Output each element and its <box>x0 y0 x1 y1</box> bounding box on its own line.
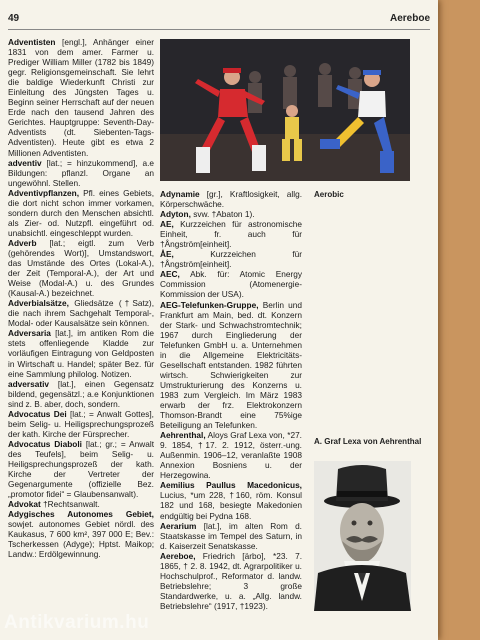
entry-headword: Adverb <box>8 237 37 248</box>
entry-headword: AEG-Telefunken-Gruppe, <box>160 299 259 310</box>
entry-headword: Aereboe, <box>160 550 196 561</box>
entry-headword: Adventisten <box>8 37 56 47</box>
aerobic-photo <box>160 39 410 181</box>
dictionary-entry <box>160 521 302 551</box>
dictionary-entry <box>160 219 302 249</box>
watermark-logo: Antikvarium.hu <box>4 612 150 633</box>
dictionary-entry <box>160 209 302 219</box>
dictionary-entry <box>8 509 154 559</box>
dictionary-entry <box>160 300 302 431</box>
dictionary-entry <box>8 409 154 439</box>
entry-headword: Advokat <box>8 499 41 510</box>
entry-definition: [engl.], Anhänger einer 1831 von dem amer. Farmer u. Prediger William Miller (1782 bis 1849) gegr. Religionsgemeinschaft. Sie lehrt die baldige Wiederkunft Christi zur Einleitung des Jüngsten Tages u. Beginn seiner Herrschaft auf der neuen Erde nach den tausend Jahren des Gerichtes. Hauptgruppe: Seventh-Day-Adventists (dt. Siebenten-Tags-Adventisten). Heute gibt es etwa 2 Millionen Adventisten. <box>8 37 154 158</box>
aehrenthal-portrait <box>314 461 411 611</box>
entry-headword: Aemilius Paullus Macedonicus, <box>160 480 302 491</box>
entry-definition: Gliedsätze (†Satz), die nach ihrem Sachgehalt Temporal-, Modal- oder Kausalsätze sein können. <box>8 298 154 329</box>
entry-definition: Kurzzeichen für astronomische Einheit, fr. auch für †Ångström[einheit]. <box>160 219 302 250</box>
entry-definition: [lat.], im antiken Rom die stets offenliegende Kladde zur vorläufigen Eintragung von Geldposten in Wirtschaft u. Handel; später Bez. für eine Sammlung philolog. Notizen. <box>8 328 154 379</box>
entry-headword: AE, <box>160 219 174 230</box>
entry-headword: Advocatus Dei <box>8 408 67 419</box>
page-number: 49 <box>8 13 20 24</box>
entry-definition: Lucius, *um 228, †160, röm. Konsul 182 und 168, besiegte Makedonien endgültig bei Pydna 168. <box>160 490 302 521</box>
running-head: Aereboe <box>389 13 430 24</box>
entry-definition: †Rechtsanwalt. <box>40 499 100 510</box>
entry-definition: [lat.; gr.; = Anwalt des Teufels], beim Selig- u. Heiligsprechungsprozeß der kath. Kirche der Vertreter der Gegenargumente (offizielle Bez. „promotor fidei“ = Glaubensanwalt). <box>8 438 154 500</box>
header-rule <box>8 29 430 30</box>
entry-headword: Aehrenthal, <box>160 430 206 441</box>
entry-headword: Adverbialsätze, <box>8 298 69 309</box>
entry-definition: svw. †Abaton 1). <box>190 209 255 220</box>
entry-definition: Kurzzeichen für †Ångström[einheit]. <box>160 249 302 270</box>
entry-headword: AEC, <box>160 269 180 280</box>
entry-definition: sowjet. autonomes Gebiet nördl. des Kaukasus, 7 600 km², 397 000 E; Bev.: Tscherkessen (Adyge); Hptst. Maikop; Landw.: Erdölgewinnung. <box>8 519 154 560</box>
entry-headword: Adventivpflanzen, <box>8 187 79 198</box>
entry-definition: Friedrich [ärbo], *23. 7. 1865, † 2. 8. 1942, dt. Agrarpolitiker u. Hochschulprof., Reformator d. landw. Betriebslehre; 3 große Standardwerke, u. a. „Allg. landw. Betriebslehre“ (1917, †1923). <box>160 550 302 611</box>
dictionary-entry <box>8 298 154 328</box>
dictionary-entry <box>8 238 154 298</box>
entry-headword: Adygisches Autonomes Gebiet, <box>8 509 154 520</box>
entry-headword: Adynamie <box>160 189 200 199</box>
dictionary-entry <box>8 158 154 188</box>
dictionary-entry <box>160 189 302 209</box>
entry-definition: [lat.], im alten Rom d. Staatskasse im Tempel des Saturn, in d. Kaiserzeit Senatskasse. <box>160 520 302 551</box>
entry-headword: Advocatus Diaboli <box>8 438 82 449</box>
aerobic-caption: Aerobic <box>314 190 344 199</box>
entry-headword: adventiv <box>8 157 42 168</box>
entry-headword: Adversaria <box>8 328 51 339</box>
entry-definition: [gr.], Kraftlosigkeit, allg. Körperschwäche. <box>160 189 302 210</box>
entry-headword: adversativ <box>8 378 50 389</box>
text-column-1 <box>8 37 154 637</box>
entry-definition: [lat.; = hinzukommend], a.e Bildungen: pflanzl. Organe an ungewöhnl. Stellen. <box>8 157 154 188</box>
entry-definition: Abk. für: Atomic Energy Commission (Atomenergie-Kommission der USA). <box>160 269 302 300</box>
dictionary-entry <box>160 249 302 269</box>
dictionary-entry <box>160 480 302 520</box>
entry-definition: Pfl. eines Gebiets, die dort nicht schon immer vorkamen, sondern durch den Menschen absichtl. als Zier- od. Nutzpfl. eingeführt od. unabsichtl. eingeschleppt wurden. <box>8 187 154 238</box>
dictionary-entry <box>160 430 302 480</box>
dictionary-entry <box>8 499 154 509</box>
entry-headword: ÅE, <box>160 249 174 260</box>
dictionary-entry <box>160 551 302 611</box>
dictionary-entry <box>8 188 154 238</box>
aehrenthal-caption: A. Graf Lexa von Aehrenthal <box>314 437 422 446</box>
entry-definition: [lat.; eigtl. zum Verb (gehörendes Wort)], Umstandswort, das Umstände des Ortes (Lokal-A.), der Zeit (Temporal-A.), der Art und Weise (Modal-A.) u. des Grundes (Kausal-A.) bezeichnet. <box>8 237 154 299</box>
entry-definition: [lat.; = Anwalt Gottes], beim Selig- u. Heiligsprechungsprozeß der kath. Kirche der Fürsprecher. <box>8 408 154 439</box>
entry-headword: Adyton, <box>160 209 191 220</box>
entry-definition: Berlin und Frankfurt am Main, bed. dt. Konzern der Stark- und Schwachstromtechnik; 1967 durch Eingliederung der Telefunken GmbH u. a. Unternehmen in die Allgemeine Elektricitäts-Gesellschaft entstanden. 1982 führten wirtsch. Schwierigkeiten zur Umstrukturierung des Konzerns u. 1983 zum Vergleich. Im März 1983 erwarb der frz. Elektrokonzern Thomson-Brandt eine 75%ige Beteiligung an Telefunken. <box>160 299 302 431</box>
entry-definition: Aloys Graf Lexa von, *27. 9. 1854, †17. 2. 1912, österr.-ung. Außenmin. 1906–12, veranlaßte 1908 Annexion Bosniens u. der Herzegowina. <box>160 430 302 481</box>
dictionary-entry <box>160 269 302 299</box>
entry-definition: [lat.], einen Gegensatz bildend, gegensätzl.; a.e Konjunktionen sind z. B. aber, doch, sondern. <box>8 378 154 409</box>
dictionary-entry <box>8 37 154 158</box>
dictionary-entry <box>8 439 154 499</box>
text-column-2 <box>160 189 302 629</box>
dictionary-entry <box>8 328 154 378</box>
dictionary-entry <box>8 379 154 409</box>
entry-headword: Aerarium <box>160 520 197 531</box>
